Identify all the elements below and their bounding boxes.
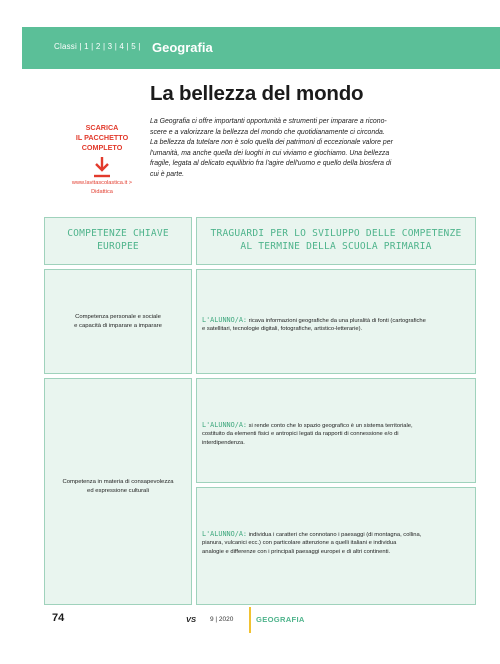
header-right-line: AL TERMINE DELLA SCUOLA PRIMARIA [240, 241, 432, 252]
goal-line: ricava informazioni geografiche da una pluralità di fonti (cartografiche [247, 318, 426, 324]
magazine-logo: VS [186, 615, 197, 624]
intro-text [150, 117, 450, 181]
pupil-label: L'ALUNNO/A: [202, 530, 248, 538]
competence-line: Competenza personale e sociale [75, 314, 161, 320]
classes-label: Classi | 1 | 2 | 3 | 4 | 5 | [54, 42, 141, 51]
page-title: La bellezza del mondo [150, 82, 364, 105]
goal-text [202, 421, 472, 430]
download-arrow-icon [93, 156, 111, 178]
intro-line: La Geografia ci offre importanti opportunità e strumenti per imparare a ricono- [150, 118, 387, 125]
goal-text [202, 316, 472, 325]
download-link[interactable]: www.lavitascolastica.it > [71, 180, 133, 186]
footer-divider [249, 607, 251, 633]
goal-line: analogie e differenze con i principali paesaggi europei e di altri continenti. [202, 549, 391, 555]
competence-line: ed espressione culturali [87, 488, 149, 494]
intro-line: La bellezza da tutelare non è solo quella dei patrimoni di eccezionale valore per [150, 139, 393, 147]
goal-line: individua i caratteri che connotano i paesaggi (di montagna, collina, [247, 532, 422, 538]
competence-line: e capacità di imparare a imparare [74, 323, 162, 329]
intro-line: l'umanità, ma anche quella dei luoghi in cui viviamo e giochiamo. Una bellezza [150, 149, 390, 157]
download-link[interactable]: Didattica [91, 189, 113, 195]
header-left-line: EUROPEE [97, 241, 139, 252]
header-left-line: COMPETENZE CHIAVE [67, 228, 169, 239]
pupil-label: L'ALUNNO/A: [202, 421, 248, 429]
header-right-line: TRAGUARDI PER LO SVILUPPO DELLE COMPETENZE [210, 228, 462, 239]
intro-line: fragile, legata al delicato equilibrio fra l'agire dell'uomo e quello della biosfera di [150, 160, 392, 168]
topic-label: Geografia [152, 40, 213, 55]
download-box[interactable] [62, 123, 142, 196]
goal-line: e satellitari, tecnologie digitali, fotografiche, artistico-letterarie). [202, 326, 363, 332]
competence-line: Competenza in materia di consapevolezza [62, 479, 174, 485]
goal-text [202, 530, 472, 539]
goal-line: costituito da elementi fisici e antropici legati da rapporti di connessione e/o di [202, 431, 399, 437]
pupil-label: L'ALUNNO/A: [202, 316, 248, 324]
download-label: COMPLETO [81, 143, 123, 152]
page-number: 74 [52, 612, 65, 624]
competences-table [44, 217, 476, 614]
intro-line: scere e a valorizzare la bellezza del mondo che quotidianamente ci circonda. [150, 128, 385, 136]
download-label: IL PACCHETTO [75, 133, 129, 142]
goal-line: pianura, vulcanici ecc.) con particolare attenzione a quelli italiani e individua [202, 540, 397, 546]
download-label: SCARICA [85, 123, 119, 132]
goal-line: si rende conto che lo spazio geografico è un sistema territoriale, [247, 423, 413, 429]
goal-line: interdipendenza. [202, 440, 245, 446]
footer-topic: GEOGRAFIA [256, 615, 305, 624]
issue-number: 9 | 2020 [210, 616, 234, 623]
intro-line: cui è parte. [150, 170, 185, 178]
